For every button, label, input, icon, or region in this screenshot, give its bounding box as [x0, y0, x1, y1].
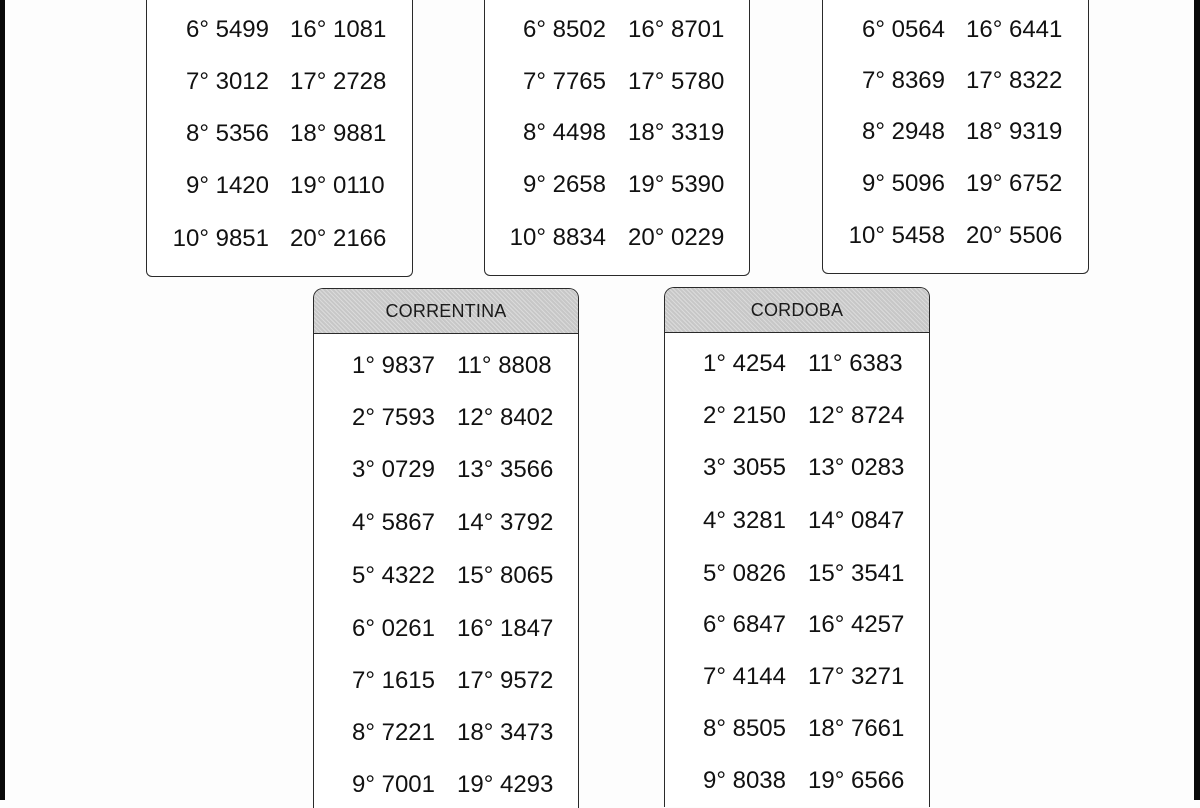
result-row: [665, 662, 929, 692]
result-left: 2° 2150: [702, 402, 786, 429]
result-right: 16° 1847: [457, 615, 554, 642]
result-left: 7° 8369: [861, 67, 945, 94]
card-title: CORDOBA: [665, 288, 929, 333]
result-right: 15° 8065: [457, 562, 554, 589]
result-row: [314, 770, 578, 800]
lottery-card-correntina: [313, 288, 579, 808]
result-left: 7° 3012: [185, 68, 269, 95]
result-right: 18° 3473: [457, 719, 554, 746]
result-right: 16° 6441: [966, 16, 1063, 43]
result-right: 17° 3271: [808, 663, 905, 690]
result-left: 2° 7593: [351, 404, 435, 431]
result-left: 9° 2658: [522, 171, 606, 198]
result-right: 16° 8701: [628, 16, 725, 43]
result-row: [485, 118, 749, 148]
card-title: CORRENTINA: [314, 289, 578, 334]
result-row: [823, 117, 1088, 147]
result-left: 5° 4322: [351, 562, 435, 589]
result-left: 6° 0564: [861, 16, 945, 43]
result-left: 1° 9837: [351, 352, 435, 379]
result-right: 13° 0283: [808, 454, 905, 481]
result-row: [665, 401, 929, 431]
result-right: 17° 2728: [290, 68, 387, 95]
result-left: 9° 5096: [861, 170, 945, 197]
result-right: 19° 6752: [966, 170, 1063, 197]
result-row: [314, 718, 578, 748]
result-row: [314, 455, 578, 485]
result-row: [665, 506, 929, 536]
result-right: 17° 5780: [628, 68, 725, 95]
result-left: 10° 9851: [172, 225, 269, 252]
result-left: 6° 6847: [702, 611, 786, 638]
result-row: [665, 349, 929, 379]
result-row: [147, 15, 412, 45]
result-right: 18° 3319: [628, 119, 725, 146]
result-row: [314, 666, 578, 696]
result-right: 14° 3792: [457, 509, 554, 536]
result-row: [485, 67, 749, 97]
result-row: [823, 169, 1088, 199]
result-right: 19° 5390: [628, 171, 725, 198]
result-left: 8° 7221: [351, 719, 435, 746]
result-row: [823, 15, 1088, 45]
result-row: [665, 714, 929, 744]
result-row: [665, 766, 929, 796]
result-row: [147, 171, 412, 201]
result-row: [147, 119, 412, 149]
result-left: 3° 0729: [351, 456, 435, 483]
result-left: 6° 5499: [185, 16, 269, 43]
result-right: 12° 8402: [457, 404, 554, 431]
result-right: 17° 9572: [457, 667, 554, 694]
result-row: [665, 559, 929, 589]
result-left: 4° 3281: [702, 507, 786, 534]
result-row: [485, 15, 749, 45]
result-left: 7° 7765: [522, 68, 606, 95]
result-left: 9° 8038: [702, 767, 786, 794]
scan-edge-left: [0, 0, 5, 800]
result-row: [665, 610, 929, 640]
result-right: 19° 6566: [808, 767, 905, 794]
result-row: [314, 351, 578, 381]
result-left: 7° 1615: [351, 667, 435, 694]
lottery-card-top-left: [146, 0, 413, 277]
result-left: 10° 8834: [509, 224, 606, 251]
result-right: 11° 6383: [808, 350, 903, 377]
result-left: 8° 5356: [185, 120, 269, 147]
result-right: 19° 0110: [290, 172, 385, 199]
result-row: [314, 508, 578, 538]
result-right: 16° 4257: [808, 611, 905, 638]
result-row: [314, 614, 578, 644]
result-right: 11° 8808: [457, 352, 552, 379]
result-right: 18° 7661: [808, 715, 905, 742]
result-left: 8° 8505: [702, 715, 786, 742]
result-row: [485, 223, 749, 253]
result-left: 9° 1420: [185, 172, 269, 199]
result-right: 13° 3566: [457, 456, 554, 483]
result-left: 1° 4254: [702, 350, 786, 377]
result-right: 20° 0229: [628, 224, 725, 251]
lottery-card-cordoba: [664, 287, 930, 807]
result-left: 7° 4144: [702, 663, 786, 690]
result-left: 6° 0261: [351, 615, 435, 642]
result-row: [823, 221, 1088, 251]
result-row: [147, 67, 412, 97]
result-left: 8° 4498: [522, 119, 606, 146]
scan-edge-right: [1194, 0, 1200, 800]
result-left: 10° 5458: [848, 222, 945, 249]
result-row: [485, 170, 749, 200]
result-right: 16° 1081: [290, 16, 387, 43]
result-row: [665, 453, 929, 483]
result-right: 17° 8322: [966, 67, 1063, 94]
result-right: 20° 2166: [290, 225, 387, 252]
result-row: [823, 66, 1088, 96]
lottery-card-top-right: [822, 0, 1089, 274]
result-row: [147, 224, 412, 254]
result-right: 12° 8724: [808, 402, 905, 429]
result-row: [314, 561, 578, 591]
lottery-card-top-middle: [484, 0, 750, 276]
result-row: [314, 403, 578, 433]
result-right: 18° 9881: [290, 120, 387, 147]
result-left: 3° 3055: [702, 454, 786, 481]
result-left: 4° 5867: [351, 509, 435, 536]
result-left: 6° 8502: [522, 16, 606, 43]
result-right: 18° 9319: [966, 118, 1063, 145]
result-left: 9° 7001: [351, 771, 435, 798]
result-right: 14° 0847: [808, 507, 905, 534]
result-right: 20° 5506: [966, 222, 1063, 249]
result-right: 19° 4293: [457, 771, 554, 798]
result-left: 5° 0826: [702, 560, 786, 587]
result-left: 8° 2948: [861, 118, 945, 145]
result-right: 15° 3541: [808, 560, 905, 587]
